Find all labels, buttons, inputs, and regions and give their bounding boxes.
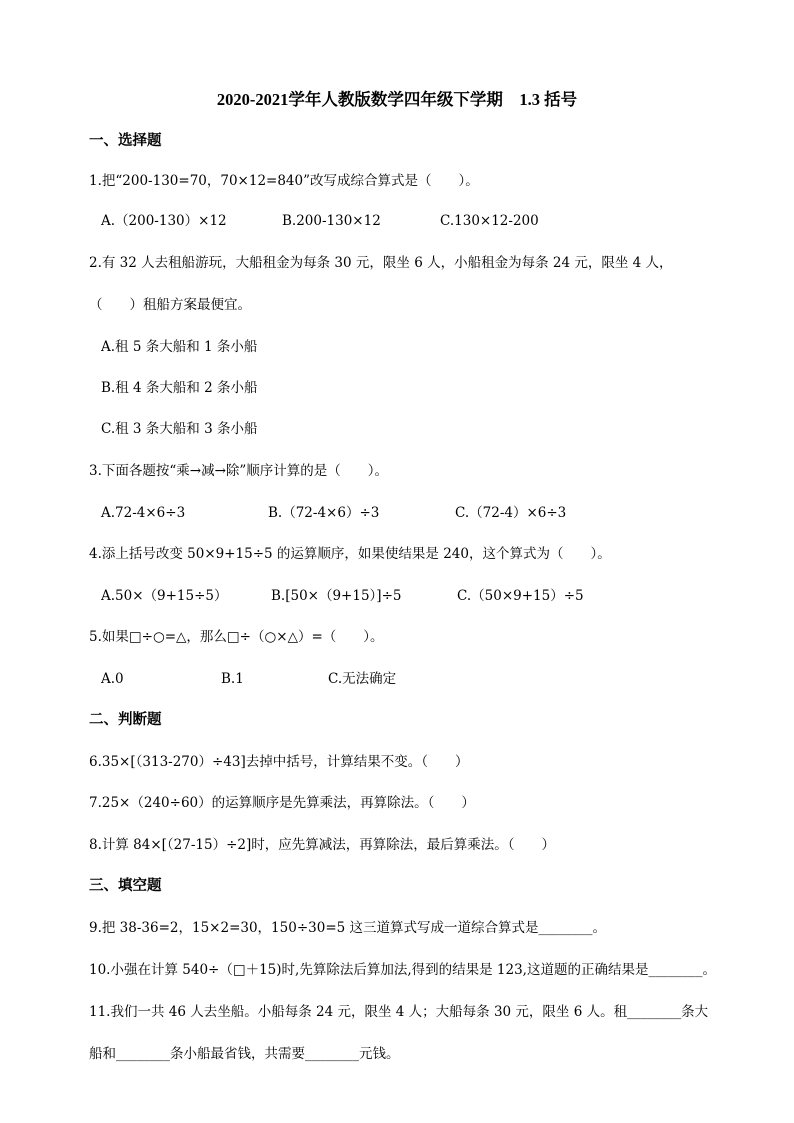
section-heading-fill-blank: 三、填空题 [89, 878, 162, 894]
question-10: 10.小强在计算 540÷（□＋15)时,先算除法后算加法,得到的结果是 123,这道题的正确结果是________。 [89, 962, 716, 978]
question-1-option-b: B.200-130×12 [282, 213, 381, 229]
question-4-stem: 4.添上括号改变 50×9+15÷5 的运算顺序，如果使结果是 240，这个算式为（ ）。 [89, 546, 611, 562]
question-4-option-b: B.[50×（9+15）]÷5 [271, 588, 402, 604]
question-3-option-b: B.（72-4×6）÷3 [268, 505, 380, 521]
question-2-stem-line2: （ ）租船方案最便宜。 [89, 297, 251, 313]
question-2-option-b: B.租 4 条大船和 2 条小船 [101, 380, 258, 396]
question-5-option-b: B.1 [221, 671, 244, 687]
question-5-stem: 5.如果□÷○=△，那么□÷（○×△）=（ ）。 [89, 629, 384, 645]
question-1-stem: 1.把“200-130=70，70×12=840”改写成综合算式是（ ）。 [89, 173, 479, 189]
question-7: 7.25×（240÷60）的运算顺序是先算乘法，再算除法。（ ） [89, 795, 475, 811]
question-2-option-c: C.租 3 条大船和 3 条小船 [101, 421, 258, 437]
question-3-option-a: A.72-4×6÷3 [101, 505, 186, 521]
question-11-line1: 11.我们一共 46 人去坐船。小船每条 24 元，限坐 4 人；大船每条 30 元，限坐 6 人。租________条大 [89, 1004, 709, 1020]
question-1-option-c: C.130×12-200 [440, 213, 539, 229]
question-3-option-c: C.（72-4）×6÷3 [455, 505, 567, 521]
question-1-option-a: A.（200-130）×12 [101, 213, 227, 229]
question-5-option-c: C.无法确定 [328, 671, 397, 687]
question-2-option-a: A.租 5 条大船和 1 条小船 [101, 339, 258, 355]
question-4-option-a: A.50×（9+15÷5） [101, 588, 228, 604]
question-9: 9.把 38-36=2，15×2=30，150÷30=5 这三道算式写成一道综合算式是________。 [89, 920, 607, 936]
section-heading-choice: 一、选择题 [89, 133, 162, 149]
question-4-option-c: C.（50×9+15）÷5 [457, 588, 584, 604]
page-title: 2020-2021学年人教版数学四年级下学期 1.3 括号 [216, 90, 578, 109]
section-heading-judgement: 二、判断题 [89, 712, 162, 728]
question-2-stem-line1: 2.有 32 人去租船游玩，大船租金为每条 30 元，限坐 6 人，小船租金为每条 24 元，限坐 4 人， [89, 255, 673, 271]
question-6: 6.35×[（313-270）÷43]去掉中括号，计算结果不变。（ ） [89, 754, 469, 770]
question-8: 8.计算 84×[（27-15）÷2]时，应先算减法，再算除法，最后算乘法。（ ） [89, 837, 556, 853]
question-5-option-a: A.0 [101, 671, 124, 687]
question-11-line2: 船和________条小船最省钱，共需要________元钱。 [89, 1046, 400, 1062]
question-3-stem: 3.下面各题按“乘→减→除”顺序计算的是（ ）。 [89, 463, 389, 479]
